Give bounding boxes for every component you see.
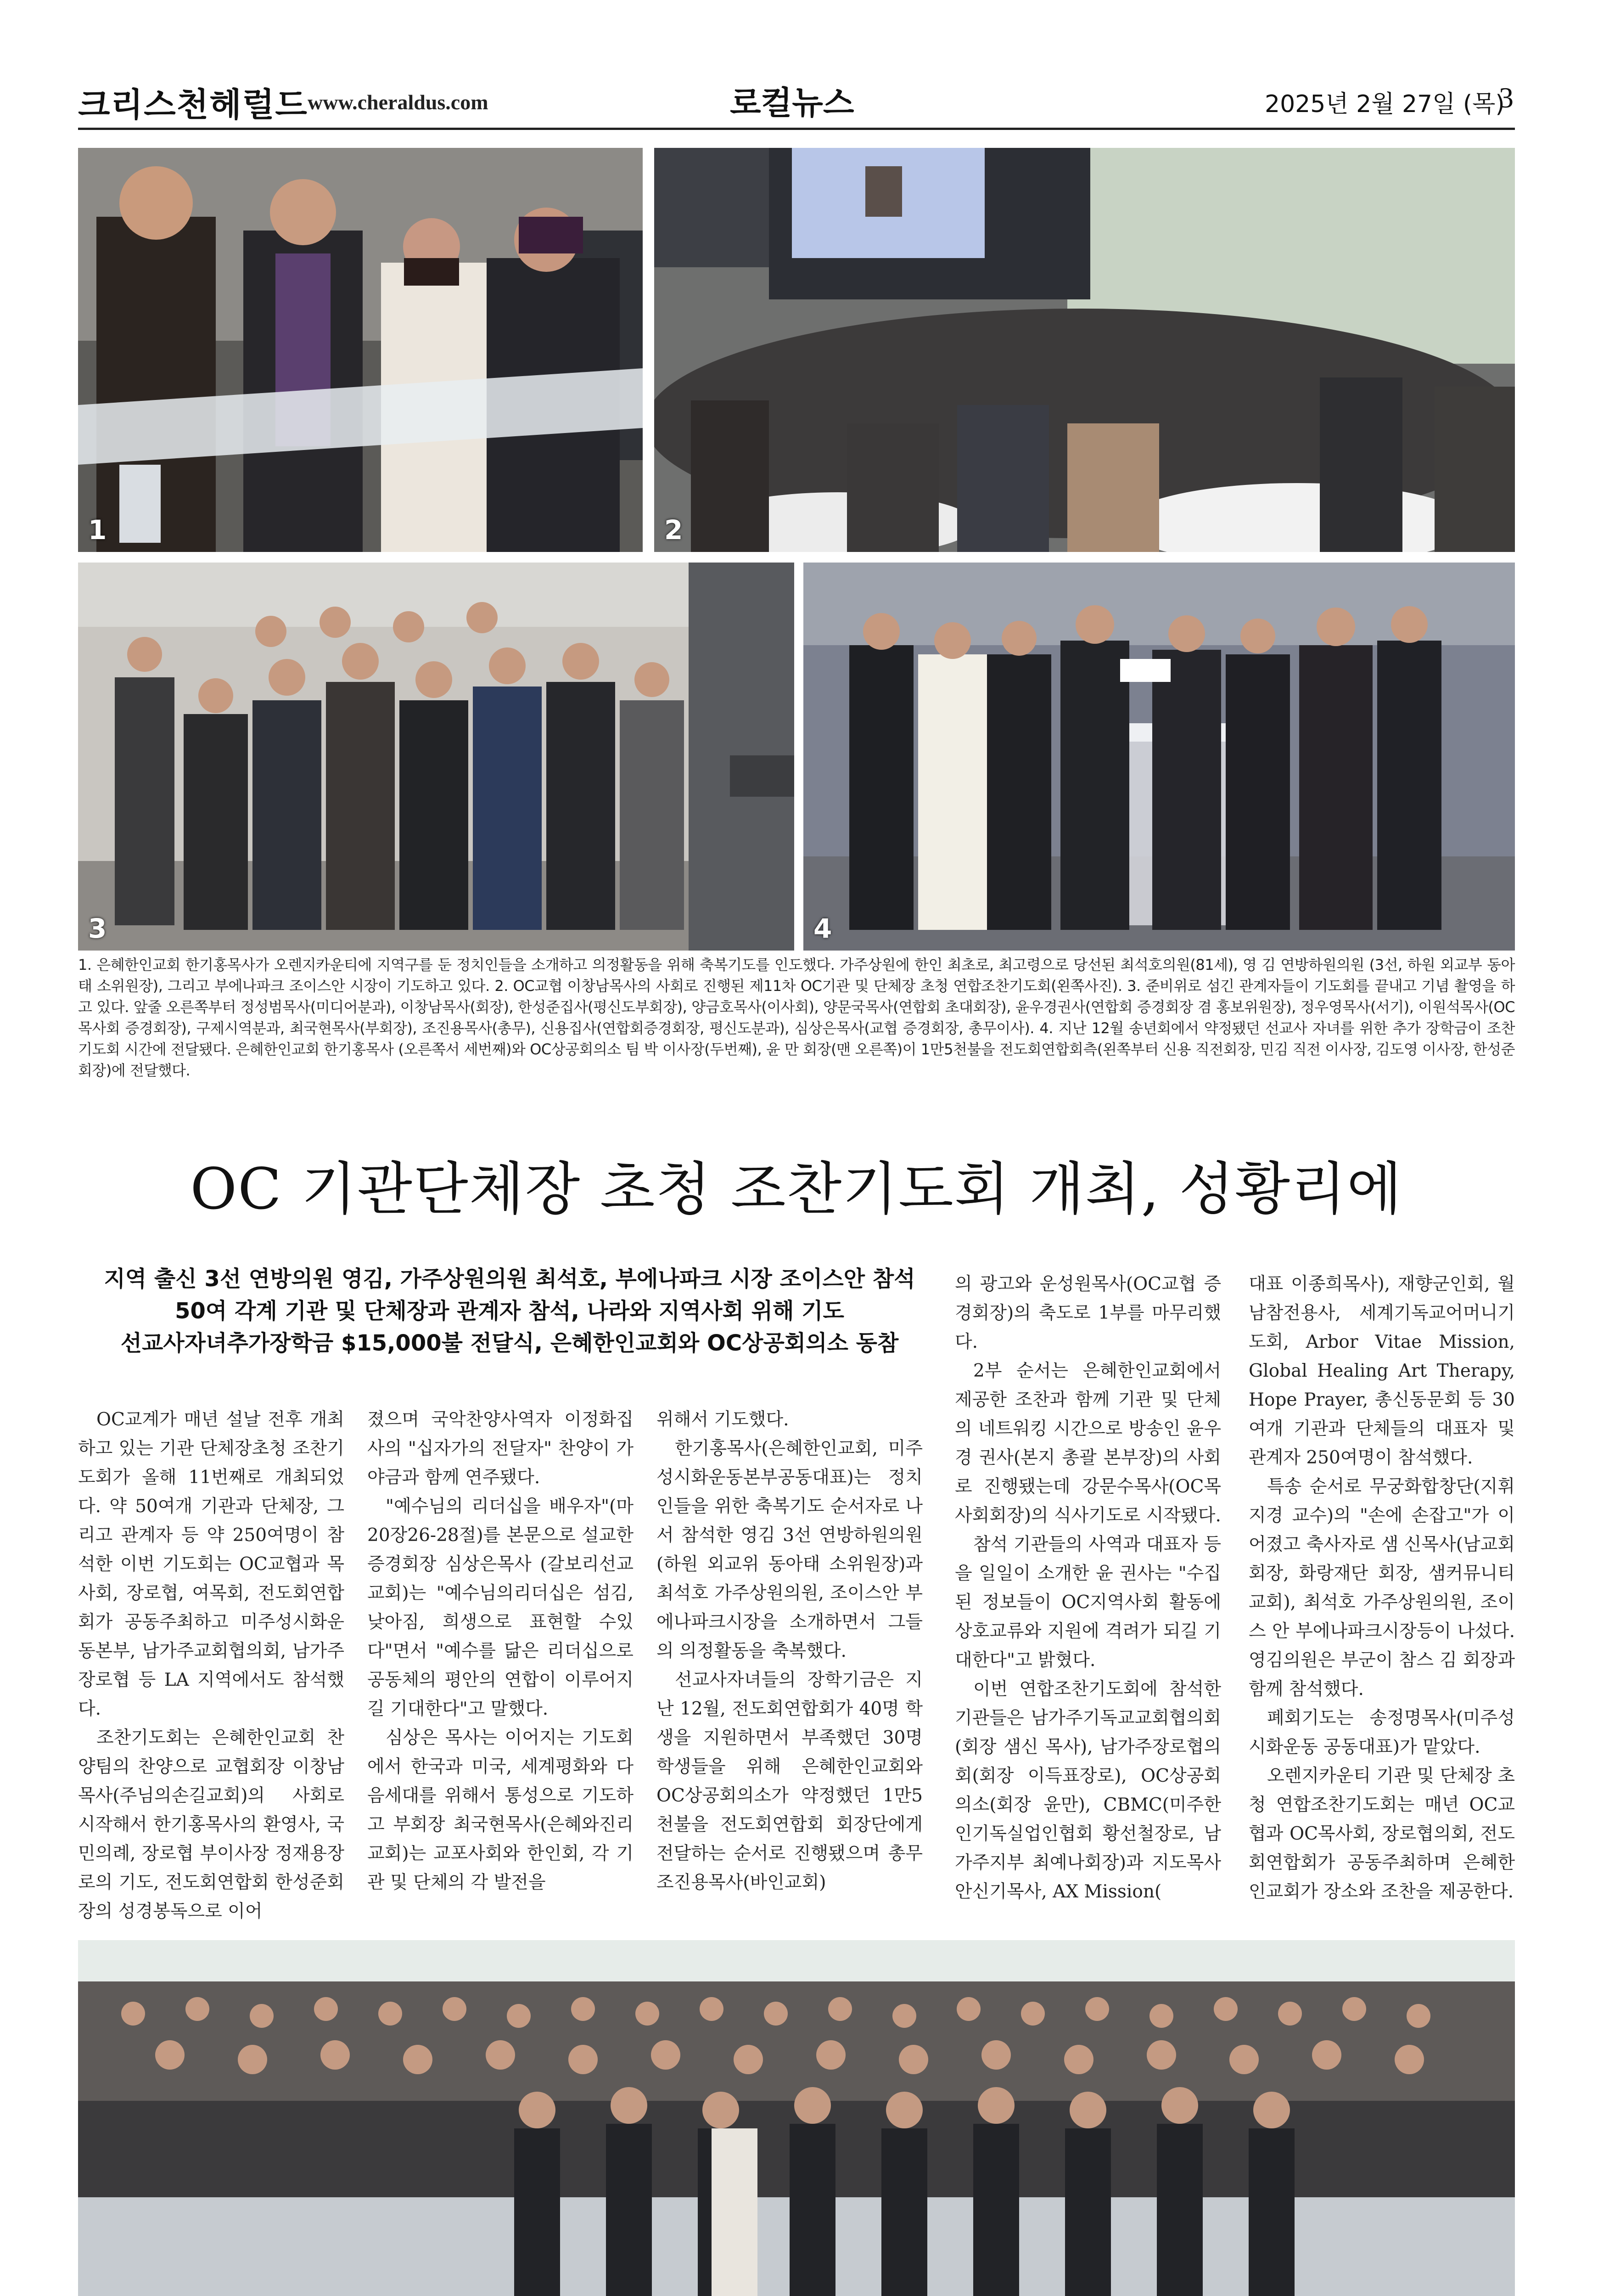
- photo-1-number: 1: [88, 514, 107, 546]
- paragraph: 한기홍목사(은혜한인교회, 미주성시화운동본부공동대표)는 정치인들을 위한 축복기도 순서자로 나서 참석한 영김 3선 연방하원의원(하원 외교위 동아태 소위원장)과 최석호 가주상원의원, 조이스안 부에나파크시장을 소개하면서 그들의 의정활동을 축복했다.: [656, 1438, 923, 1661]
- subheadline-3: 선교사자녀추가장학금 $15,000불 전달식, 은혜한인교회와 OC상공회의소 동참: [120, 1330, 899, 1356]
- photo-3-number: 3: [88, 913, 107, 944]
- paragraph: 특송 순서로 무궁화합창단(지휘 지경 교수)의 "손에 손잡고"가 이어졌고 축사자로 샘 신목사(남교회 회장, 화랑재단 회장, 샘커뮤니티교회), 최석호 가주상원의원, 조이스 안 부에나파크시장등이 나섰다. 영김의원은 부군이 참스 김 회장과 함께 참석했다.: [1249, 1476, 1515, 1699]
- section-title: 로컬뉴스: [730, 84, 854, 122]
- photo-3: [78, 563, 794, 951]
- paragraph: 이번 연합조찬기도회에 참석한 기관들은 남가주기독교교회협의회(회장 샘신 목사), 남가주장로협의회(회장 이득표장로), OC상공회의소(회장 윤만), CBMC(미주한인기독실업인협회 황선철장로, 남가주지부 최예나회장)과 지도목사 안신기목사, AX Mission(: [955, 1679, 1221, 1902]
- group-photo-image: [78, 1940, 1515, 2296]
- photo-1: [78, 148, 643, 552]
- paragraph: 선교사자녀들의 장학기금은 지난 12월, 전도회연합회가 40명 학생을 지원하면서 부족했던 30명 학생들을 위해 은혜한인교회와 OC상공회의소가 약정했던 1만5천불을 전도회연합회 회장단에게 전달하는 순서로 진행됐으며 총무 조진용목사(바인교회): [656, 1670, 923, 1893]
- paragraph: "예수님의 리더십을 배우자"(마20장26-28절)를 본문으로 설교한 증경회장 심상은목사 (갈보리선교교회)는 "예수님의리더십은 섬김, 낮아짐, 희생으로 표현할 수있다"면서 "예수를 닮은 리더십으로 공동체의 평안의 연합이 이루어지길 기대한다"고 말했다.: [367, 1496, 634, 1719]
- paragraph: 심상은 목사는 이어지는 기도회에서 한국과 미국, 세계평화와 다음세대를 위해서 통성으로 기도하고 부회장 최국현목사(은혜와진리교회)는 교포사회와 한인회, 각 기관 및 단체의 각 발전을: [367, 1728, 634, 1893]
- article-column-5: [1249, 1270, 1515, 1906]
- photo-2-image: [654, 148, 1515, 552]
- photo-2-number: 2: [664, 514, 683, 546]
- website-url[interactable]: www.cheraldus.com: [308, 90, 488, 114]
- paragraph: 의 광고와 운성원목사(OC교협 증경회장)의 축도로 1부를 마무리했다.: [955, 1274, 1221, 1352]
- article-column-2: [367, 1405, 634, 1897]
- subheadline-1: 지역 출신 3선 연방의원 영김, 가주상원의원 최석호, 부에나파크 시장 조이스안 참석: [104, 1266, 915, 1292]
- paragraph: 2부 순서는 은혜한인교회에서 제공한 조찬과 함께 기관 및 단체의 네트워킹 시간으로 방송인 윤우경 권사(본지 총괄 본부장)의 사회로 진행됐는데 강문수목사(OC목사회회장)의 식사기도로 시작됐다.: [955, 1361, 1221, 1526]
- page-number: 3: [1499, 81, 1514, 114]
- paragraph: 조찬기도회는 은혜한인교회 찬양팀의 찬양으로 교협회장 이창남목사(주님의손길교회)의 사회로 시작해서 한기홍목사의 환영사, 국민의례, 장로협 부이사장 정재용장로의 기도, 전도회연합회 한성준회장의 성경봉독으로 이어: [78, 1728, 344, 1922]
- paragraph: 폐회기도는 송정명목사(미주성시화운동 공동대표)가 맡았다.: [1249, 1708, 1515, 1757]
- masthead: 크리스천헤럴드: [78, 85, 308, 124]
- photo-1-image: [78, 148, 643, 552]
- subheadline-2: 50여 각계 기관 및 단체장과 관계자 참석, 나라와 지역사회 위해 기도: [175, 1298, 844, 1324]
- photo-2: [654, 148, 1515, 552]
- photo-4-number: 4: [813, 913, 832, 944]
- article-column-3: [656, 1405, 923, 1897]
- group-photo: [78, 1940, 1515, 2296]
- photo-3-image: [78, 563, 794, 951]
- subheadline-group: [78, 1263, 941, 1359]
- paragraph: 오렌지카운티 기관 및 단체장 초청 연합조찬기도회는 매년 OC교협과 OC목사회, 장로협의회, 전도회연합회가 공동주최하며 은혜한인교회가 장소와 조찬을 제공한다.: [1249, 1766, 1515, 1902]
- paragraph: 참석 기관들의 사역과 대표자 등을 일일이 소개한 윤 권사는 "수집된 정보들이 OC지역사회 활동에 상호교류와 지원에 격려가 되길 기대한다"고 밝혔다.: [955, 1534, 1221, 1671]
- paragraph: 졌으며 국악찬양사역자 이정화집사의 "십자가의 전달자" 찬양이 가야금과 함께 연주됐다.: [367, 1409, 634, 1488]
- paragraph: OC교계가 매년 설날 전후 개최하고 있는 기관 단체장초청 조찬기도회가 올해 11번째로 개최되었다. 약 50여개 기관과 단체장, 그리고 관계자 등 약 250여명이 참석한 이번 기도회는 OC교협과 목사회, 장로협, 여목회, 전도회연합회가 공동주최하고 미주성시화운동본부, 남가주교회협의회, 남가주장로협 등 LA 지역에서도 참석했다.: [78, 1409, 344, 1719]
- paragraph: 대표 이종희목사), 재향군인회, 월남참전용사, 세계기독교어머니기도회, Arbor Vitae Mission, Global Healing Art Therapy, Hope Prayer, 총신동문회 등 30여개 기관과 단체들의 대표자 및 관계자 250여명이 참석했다.: [1249, 1274, 1515, 1468]
- header-rule: [78, 128, 1515, 130]
- photo-4: [803, 563, 1515, 951]
- paragraph: 위해서 기도했다.: [656, 1409, 789, 1430]
- headline: OC 기관단체장 초청 조찬기도회 개최, 성황리에: [190, 1156, 1403, 1222]
- photo-4-image: [803, 563, 1515, 951]
- article-column-4: [955, 1270, 1221, 1906]
- issue-date: 2025년 2월 27일 (목): [1265, 90, 1505, 118]
- article-column-1: [78, 1405, 344, 1926]
- photo-caption: 1. 은혜한인교회 한기홍목사가 오렌지카운티에 지역구를 둔 정치인들을 소개하고 의정활동을 위해 축복기도를 인도했다. 가주상원에 한인 최초로, 최고령으로 당선된 최석호의원(81세), 영 김 연방하원의원 (3선, 하원 외교부 동아태 소위원장), 그리고 부에나파크 조이스안 시장이 기도하고 있다. 2. OC교협 이창남목사의 사회로 진행된 제11차 OC기관 및 단체장 초청 연합조찬기도회(왼쪽사진). 3. 준비위로 섬긴 관계자들이 기도회를 끝내고 기념 촬영을 하고 있다. 앞줄 오른쪽부터 정성범목사(미디어분과), 이창남목사(회장), 한성준집사(평신도부회장), 양금호목사(이사회), 양문국목사(연합회 초대회장), 윤우경권사(연합회 증경회장 겸 홍보위원장), 정우영목사(서기), 이원석목사(OC목사회 증경회장), 구제시역분과, 최국현목사(부회장), 조진용목사(총무), 신용집사(연합회증경회장, 평신도분과), 심상은목사(교협 증경회장, 총무이사). 4. 지난 12월 송년회에서 약정됐던 선교사 자녀를 위한 추가 장학금이 조찬 기도회 시간에 전달됐다. 은혜한인교회 한기홍목사 (오른쪽서 세번째)와 OC상공회의소 팀 박 이사장(두번째), 윤 만 회장(맨 오른쪽)이 1만5천불을 전도회연합회측(왼쪽부터 신용 직전회장, 민김 직전 이사장, 김도영 이사장, 한성준회장)에 전달했다.: [78, 956, 1515, 1079]
